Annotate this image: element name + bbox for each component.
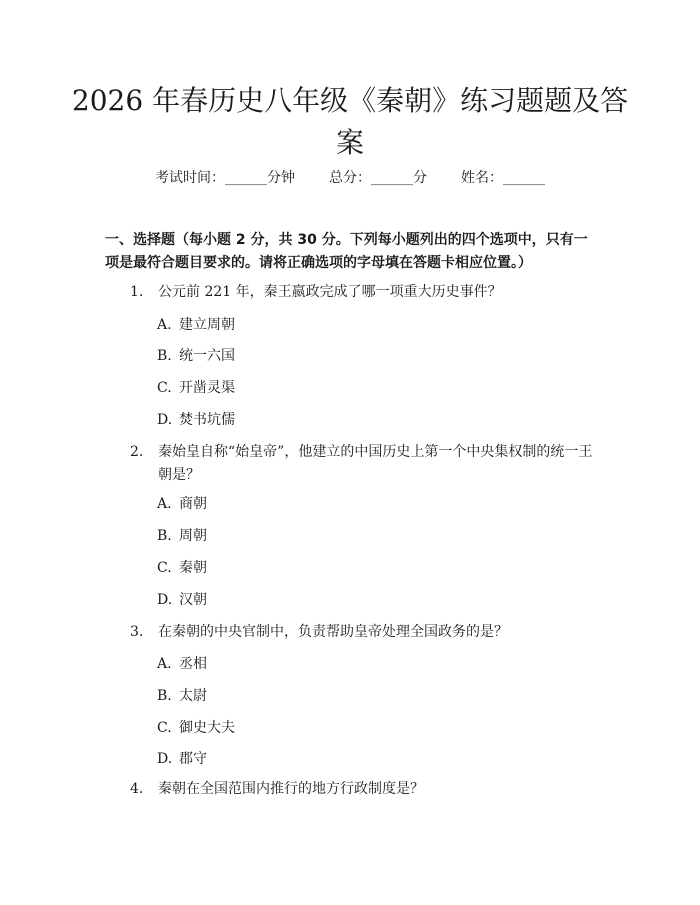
document-title: 2026 年春历史八年级《秦朝》练习题题及答案 bbox=[71, 84, 629, 159]
question-text: 在秦朝的中央官制中，负责帮助皇帝处理全国政务的是？ bbox=[158, 624, 508, 640]
option-text: 周朝 bbox=[179, 528, 207, 544]
option-letter: D. bbox=[157, 412, 173, 428]
option-letter: B. bbox=[157, 688, 172, 704]
question-4 bbox=[130, 778, 600, 801]
option-letter: B. bbox=[157, 528, 172, 544]
option-letter: A. bbox=[157, 496, 172, 512]
total-score-field: 总分：______分 bbox=[329, 170, 427, 186]
option-text: 太尉 bbox=[179, 688, 207, 704]
question-2-option-b bbox=[157, 526, 207, 546]
question-text: 公元前 221 年，秦王嬴政完成了哪一项重大历史事件？ bbox=[158, 284, 502, 300]
question-1-option-c bbox=[157, 378, 235, 398]
question-3-option-c bbox=[157, 718, 235, 738]
question-text: 秦始皇自称“始皇帝”，他建立的中国历史上第一个中央集权制的统一王朝是？ bbox=[158, 444, 593, 483]
question-2 bbox=[130, 441, 600, 487]
option-text: 商朝 bbox=[179, 496, 207, 512]
option-letter: A. bbox=[157, 656, 172, 672]
question-3 bbox=[130, 621, 600, 644]
option-letter: C. bbox=[157, 720, 172, 736]
question-number: 1. bbox=[130, 284, 144, 300]
question-1-option-d bbox=[157, 410, 235, 430]
option-text: 汉朝 bbox=[179, 592, 207, 608]
question-1-option-b bbox=[157, 346, 235, 366]
option-text: 秦朝 bbox=[179, 560, 207, 576]
option-text: 丞相 bbox=[179, 656, 207, 672]
option-text: 御史大夫 bbox=[179, 720, 235, 736]
question-text: 秦朝在全国范围内推行的地方行政制度是？ bbox=[158, 781, 424, 797]
question-number: 3. bbox=[130, 624, 144, 640]
question-3-option-b bbox=[157, 686, 207, 706]
question-2-option-a bbox=[157, 494, 207, 514]
option-letter: C. bbox=[157, 560, 172, 576]
option-letter: D. bbox=[157, 592, 173, 608]
student-name-field: 姓名：______ bbox=[461, 170, 545, 186]
option-letter: C. bbox=[157, 380, 172, 396]
section-heading: 一、选择题（每小题 2 分，共 30 分。下列每小题列出的四个选项中，只有一项是最符合题目要求的。请将正确选项的字母填在答题卡相应位置。） bbox=[105, 232, 588, 271]
question-2-option-c bbox=[157, 558, 207, 578]
option-letter: B. bbox=[157, 348, 172, 364]
question-3-option-d bbox=[157, 749, 207, 769]
question-1-option-a bbox=[157, 315, 235, 335]
option-text: 统一六国 bbox=[179, 348, 235, 364]
question-number: 4. bbox=[130, 781, 144, 797]
option-text: 建立周朝 bbox=[179, 317, 235, 333]
exam-info-line bbox=[0, 168, 700, 188]
question-3-option-a bbox=[157, 654, 207, 674]
exam-time-field: 考试时间：______分钟 bbox=[155, 170, 295, 186]
option-letter: A. bbox=[157, 317, 172, 333]
option-text: 开凿灵渠 bbox=[179, 380, 235, 396]
option-letter: D. bbox=[157, 751, 173, 767]
option-text: 郡守 bbox=[179, 751, 207, 767]
question-2-option-d bbox=[157, 590, 207, 610]
question-number: 2. bbox=[130, 444, 144, 460]
option-text: 焚书坑儒 bbox=[179, 412, 235, 428]
question-1 bbox=[130, 281, 600, 304]
